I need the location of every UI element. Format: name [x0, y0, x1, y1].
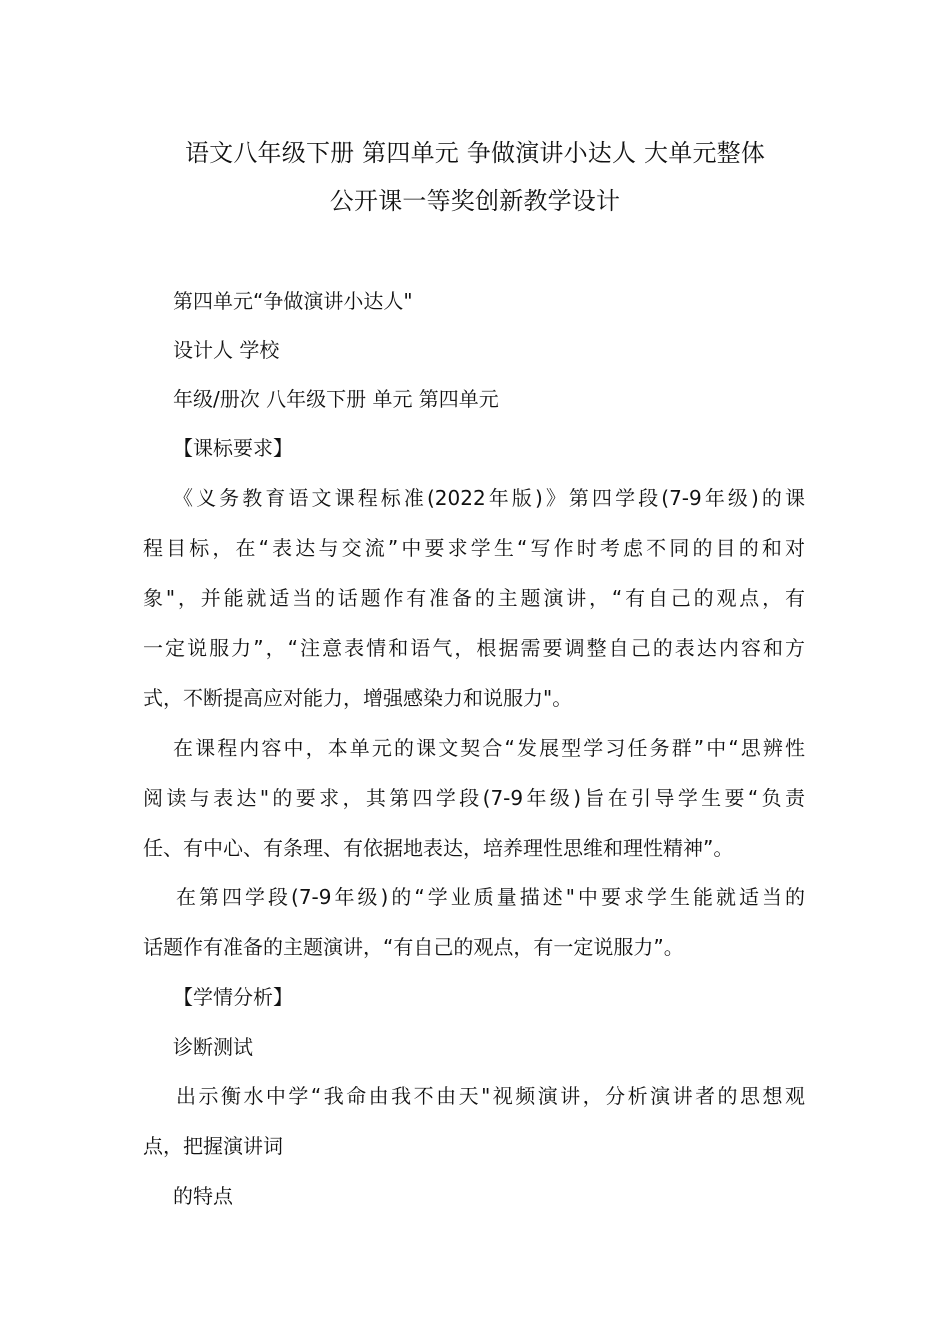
unit-line: 第四单元“争做演讲小达人"	[173, 289, 413, 313]
document-title-line-2: 公开课一等奖创新教学设计	[329, 187, 621, 215]
section-heading-analysis: 【学情分析】	[173, 985, 293, 1009]
paragraph-standards-line: 程目标，在“表达与交流”中要求学生“写作时考虑不同的目的和对	[143, 536, 805, 560]
designer-line: 设计人 学校	[173, 338, 280, 362]
paragraph-content-line: 阅读与表达"的要求，其第四学段(7-9年级)旨在引导学生要“负责	[143, 786, 805, 810]
paragraph-diagnosis-line: 点，把握演讲词	[143, 1134, 283, 1158]
paragraph-content-line: 在课程内容中，本单元的课文契合“发展型学习任务群”中“思辨性	[173, 736, 805, 760]
paragraph-quality-line: 在第四学段(7-9年级)的“学业质量描述"中要求学生能就适当的	[176, 885, 805, 909]
diagnosis-line: 诊断测试	[173, 1035, 253, 1059]
paragraph-standards-line: 《义务教育语文课程标准(2022年版)》第四学段(7-9年级)的课	[173, 486, 805, 510]
section-heading-standards: 【课标要求】	[173, 436, 293, 460]
document-title-line-1: 语文八年级下册 第四单元 争做演讲小达人 大单元整体	[184, 139, 766, 167]
paragraph-standards-line: 象"，并能就适当的话题作有准备的主题演讲，“有自己的观点，有	[143, 586, 805, 610]
paragraph-standards-line: 式，不断提高应对能力，增强感染力和说服力"。	[143, 686, 573, 710]
paragraph-content-line: 任、有中心、有条理、有依据地表达，培养理性思维和理性精神”。	[143, 836, 734, 860]
grade-line: 年级/册次 八年级下册 单元 第四单元	[173, 387, 499, 411]
paragraph-quality-line: 话题作有准备的主题演讲，“有自己的观点，有一定说服力”。	[143, 935, 684, 959]
paragraph-standards-line: 一定说服力”，“注意表情和语气，根据需要调整自己的表达内容和方	[143, 636, 805, 660]
paragraph-diagnosis-tail: 的特点	[173, 1184, 233, 1208]
paragraph-diagnosis-line: 出示衡水中学“我命由我不由天"视频演讲，分析演讲者的思想观	[176, 1084, 805, 1108]
